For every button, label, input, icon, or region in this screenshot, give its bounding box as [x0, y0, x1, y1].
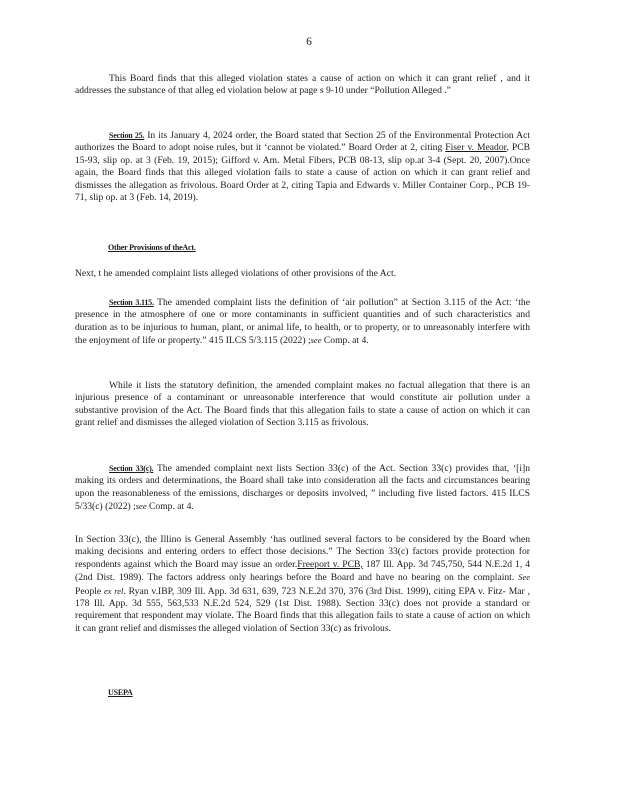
case-citation-fiser: Fiser v. Meador [445, 142, 507, 154]
paragraph-in-section-33c [75, 534, 530, 635]
see-signal: see [135, 501, 147, 512]
case-citation-freeport: Freeport v. PCB, [297, 558, 363, 570]
section-33c-heading: Section 33(c). [109, 464, 154, 473]
paragraph-section-33c [75, 463, 530, 514]
see-signal: see [310, 335, 322, 346]
section-25-text-cont: , PCB 15-93, slip op. at 3 (Feb. 19, 2015); Gifford v. Am. Metal Fibers, PCB 08-13, slip op.at 3-4 (Sept. 20, 2007).Once again, the Board finds that this alleged violation fails to state a cause of action on which it can grant relief and dismisses the allegation as frivolous. Board Order at 2, citing Tapia and Edwards v. Miller Container Corp., PCB 19-71, slip op. at 3 (Feb. 14, 2019). [75, 142, 530, 204]
section-3115-heading: Section 3.115. [109, 298, 154, 307]
see-signal: See [518, 572, 530, 583]
paragraph-text: This Board finds that this alleged violation states a cause of action on which it can grant relief , and it addresses the substance of that alleg ed violation below at page s 9-10 under “Pollution Alleged .” [75, 73, 530, 97]
paragraph-text: Next, t he amended complaint lists alleged violations of other provisions of the Act. [75, 268, 397, 279]
paragraph-next [75, 268, 530, 280]
paragraph-cause-of-action [75, 73, 530, 98]
heading-other-provisions: Other Provisions of theAct. [108, 243, 196, 252]
paragraph-while [75, 380, 530, 430]
page-number: 6 [306, 36, 312, 48]
paragraph-text: While it lists the statutory definition, the amended complaint makes no factual allegation that there is an injurious presence of a contaminant or unreasonable interference that would constitute air pollution under a substantive provision of the Act. The Board finds that this allegation fails to state a cause of action on which it can grant relief and dismisses the alleged violation of Section 3.115 as frivolous. [75, 380, 530, 429]
heading-usepa: USEPA [108, 688, 133, 697]
paragraph-text: In Section 33(c), the Illino is General Assembly ‘has outlined several factors to be considered by the Board when making decisions and entering orders to effect those decisions.” The Section 33(c) factors provide protection for respondents against which the Board may issue an order. [75, 534, 530, 570]
section-3115-text: The amended complaint lists the definition of ‘air pollution” at Section 3.115 of the Act: ‘the presence in the atmosphere of one or more contaminants in sufficient quantities and of such characteristics and duration as to be injurious to human, plant, or animal life, to health, or to property, or to unreasonably interfere with the enjoyment of life or property.” 415 ILCS 5/3.115 (2022) ; [75, 297, 530, 347]
section-25-text: In its January 4, 2024 order, the Board stated that Section 25 of the Environmental Protection Act authorizes the Board to adopt noise rules, but it ‘cannot be violated.” Board Order at 2, citing [75, 130, 531, 154]
section-25-heading: Section 25. [109, 131, 145, 140]
paragraph-text-cont: 187 Ill. App. 3d 745,750, 544 N.E.2d 1, 4 (2nd Dist. 1989). The factors address only hearings before the Board and have no bearing on the complaint. [75, 558, 530, 584]
section-33c-text: The amended complaint next lists Section 33(c) of the Act. Section 33(c) provides that, ‘[i]n making its orders and determinations, the Board shall take into consideration all the facts and circumstances bearing upon the reasonableness of the emissions, discharges or deposits involved, ” including five listed factors. 415 ILCS 5/33(c) (2022) ; [75, 463, 530, 513]
ex-rel-signal: ex rel [104, 585, 124, 596]
paragraph-section-3115 [75, 297, 530, 348]
paragraph-section-25 [75, 130, 530, 204]
paragraph-text-end: . Ryan v.IBP, 309 Ill. App. 3d 631, 639, 723 N.E.2d 370, 376 (3rd Dist. 1999), citing EPA v. Fitz- Mar , 178 Ill. App. 3d 555, 563,533 N.E.2d 524, 529 (1st Dist. 1988). Section 33(c) does not provide a standard or requirement that respondent may violate. The Board finds that this allegation fails to state a cause of action on which it can grant relief and dismisses the alleged violation of Section 33(c) as frivolous. [75, 585, 530, 634]
section-33c-text-end: Comp. at 4. [146, 501, 194, 513]
section-3115-text-end: Comp. at 4. [321, 335, 369, 347]
paragraph-text-people: People [75, 585, 105, 597]
